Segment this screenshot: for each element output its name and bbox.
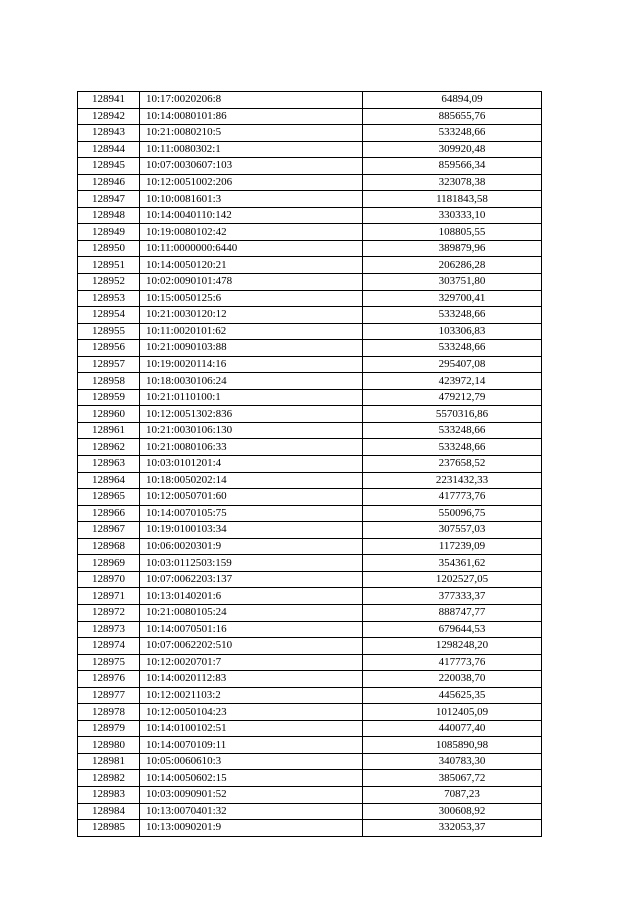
row-number-cell: 128948 (78, 207, 140, 224)
row-number-cell: 128975 (78, 654, 140, 671)
row-number-cell: 128981 (78, 753, 140, 770)
row-number-cell: 128947 (78, 191, 140, 208)
value-cell: 5570316,86 (363, 406, 542, 423)
table-row (78, 720, 542, 737)
cadastral-number-cell: 10:19:0080102:42 (140, 224, 363, 241)
value-cell: 417773,76 (363, 654, 542, 671)
value-cell: 533248,66 (363, 125, 542, 142)
row-number-cell: 128945 (78, 158, 140, 175)
table-row (78, 224, 542, 241)
value-cell: 377333,37 (363, 588, 542, 605)
cadastral-number-cell: 10:14:0100102:51 (140, 720, 363, 737)
table-row (78, 290, 542, 307)
row-number-cell: 128969 (78, 555, 140, 572)
cadastral-number-cell: 10:10:0081601:3 (140, 191, 363, 208)
cadastral-number-cell: 10:15:0050125:6 (140, 290, 363, 307)
table-row (78, 489, 542, 506)
cadastral-number-cell: 10:05:0060610:3 (140, 753, 363, 770)
table-row (78, 737, 542, 754)
table-row (78, 456, 542, 473)
table-row (78, 257, 542, 274)
cadastral-number-cell: 10:11:0000000:6440 (140, 240, 363, 257)
value-cell: 307557,03 (363, 522, 542, 539)
value-cell: 417773,76 (363, 489, 542, 506)
cadastral-number-cell: 10:12:0051302:836 (140, 406, 363, 423)
table-row (78, 240, 542, 257)
row-number-cell: 128944 (78, 141, 140, 158)
cadastral-number-cell: 10:14:0080101:86 (140, 108, 363, 125)
row-number-cell: 128949 (78, 224, 140, 241)
value-cell: 445625,35 (363, 687, 542, 704)
value-cell: 7087,23 (363, 786, 542, 803)
cadastral-number-cell: 10:13:0140201:6 (140, 588, 363, 605)
value-cell: 385067,72 (363, 770, 542, 787)
value-cell: 440077,40 (363, 720, 542, 737)
value-cell: 300608,92 (363, 803, 542, 820)
value-cell: 479212,79 (363, 389, 542, 406)
cadastral-number-cell: 10:21:0110100:1 (140, 389, 363, 406)
cadastral-number-cell: 10:21:0030106:130 (140, 422, 363, 439)
cadastral-number-cell: 10:12:0050701:60 (140, 489, 363, 506)
table-row (78, 307, 542, 324)
cadastral-number-cell: 10:19:0020114:16 (140, 356, 363, 373)
value-cell: 329700,41 (363, 290, 542, 307)
row-number-cell: 128943 (78, 125, 140, 142)
table-row (78, 174, 542, 191)
cadastral-number-cell: 10:12:0051002:206 (140, 174, 363, 191)
row-number-cell: 128980 (78, 737, 140, 754)
cadastral-number-cell: 10:06:0020301:9 (140, 538, 363, 555)
row-number-cell: 128978 (78, 704, 140, 721)
table-row (78, 406, 542, 423)
value-cell: 389879,96 (363, 240, 542, 257)
cadastral-number-cell: 10:18:0030106:24 (140, 373, 363, 390)
table-row (78, 323, 542, 340)
row-number-cell: 128976 (78, 671, 140, 688)
table-row (78, 820, 542, 837)
value-cell: 533248,66 (363, 439, 542, 456)
cadastral-number-cell: 10:21:0080105:24 (140, 604, 363, 621)
row-number-cell: 128967 (78, 522, 140, 539)
table-row (78, 373, 542, 390)
table-row (78, 340, 542, 357)
cadastral-number-cell: 10:03:0101201:4 (140, 456, 363, 473)
data-table-body (78, 92, 542, 837)
row-number-cell: 128968 (78, 538, 140, 555)
table-row (78, 538, 542, 555)
value-cell: 885655,76 (363, 108, 542, 125)
value-cell: 1181843,58 (363, 191, 542, 208)
table-row (78, 505, 542, 522)
value-cell: 303751,80 (363, 274, 542, 291)
cadastral-number-cell: 10:14:0040110:142 (140, 207, 363, 224)
table-row (78, 158, 542, 175)
table-row (78, 555, 542, 572)
table-row (78, 704, 542, 721)
cadastral-number-cell: 10:17:0020206:8 (140, 92, 363, 109)
data-table (77, 91, 542, 837)
row-number-cell: 128953 (78, 290, 140, 307)
row-number-cell: 128961 (78, 422, 140, 439)
row-number-cell: 128971 (78, 588, 140, 605)
value-cell: 2231432,33 (363, 472, 542, 489)
value-cell: 330333,10 (363, 207, 542, 224)
table-row (78, 671, 542, 688)
table-row (78, 125, 542, 142)
cadastral-number-cell: 10:14:0070105:75 (140, 505, 363, 522)
row-number-cell: 128964 (78, 472, 140, 489)
row-number-cell: 128960 (78, 406, 140, 423)
row-number-cell: 128983 (78, 786, 140, 803)
row-number-cell: 128955 (78, 323, 140, 340)
cadastral-number-cell: 10:14:0020112:83 (140, 671, 363, 688)
cadastral-number-cell: 10:14:0070501:16 (140, 621, 363, 638)
row-number-cell: 128979 (78, 720, 140, 737)
row-number-cell: 128958 (78, 373, 140, 390)
table-row (78, 770, 542, 787)
value-cell: 533248,66 (363, 340, 542, 357)
row-number-cell: 128982 (78, 770, 140, 787)
row-number-cell: 128952 (78, 274, 140, 291)
value-cell: 340783,30 (363, 753, 542, 770)
value-cell: 533248,66 (363, 307, 542, 324)
value-cell: 108805,55 (363, 224, 542, 241)
cadastral-number-cell: 10:14:0050602:15 (140, 770, 363, 787)
table-row (78, 786, 542, 803)
row-number-cell: 128966 (78, 505, 140, 522)
cadastral-number-cell: 10:11:0020101:62 (140, 323, 363, 340)
table-row (78, 638, 542, 655)
row-number-cell: 128974 (78, 638, 140, 655)
cadastral-number-cell: 10:12:0050104:23 (140, 704, 363, 721)
row-number-cell: 128962 (78, 439, 140, 456)
value-cell: 323078,38 (363, 174, 542, 191)
table-row (78, 621, 542, 638)
cadastral-number-cell: 10:21:0080106:33 (140, 439, 363, 456)
table-row (78, 803, 542, 820)
cadastral-number-cell: 10:12:0021103:2 (140, 687, 363, 704)
table-row (78, 422, 542, 439)
value-cell: 423972,14 (363, 373, 542, 390)
cadastral-number-cell: 10:07:0030607:103 (140, 158, 363, 175)
cadastral-number-cell: 10:13:0070401:32 (140, 803, 363, 820)
row-number-cell: 128970 (78, 571, 140, 588)
value-cell: 206286,28 (363, 257, 542, 274)
table-row (78, 588, 542, 605)
table-row (78, 687, 542, 704)
row-number-cell: 128942 (78, 108, 140, 125)
cadastral-number-cell: 10:13:0090201:9 (140, 820, 363, 837)
row-number-cell: 128973 (78, 621, 140, 638)
row-number-cell: 128972 (78, 604, 140, 621)
row-number-cell: 128951 (78, 257, 140, 274)
cadastral-number-cell: 10:03:0090901:52 (140, 786, 363, 803)
row-number-cell: 128957 (78, 356, 140, 373)
table-row (78, 191, 542, 208)
cadastral-number-cell: 10:14:0070109:11 (140, 737, 363, 754)
table-row (78, 274, 542, 291)
value-cell: 1298248,20 (363, 638, 542, 655)
cadastral-number-cell: 10:11:0080302:1 (140, 141, 363, 158)
table-row (78, 604, 542, 621)
row-number-cell: 128985 (78, 820, 140, 837)
cadastral-number-cell: 10:21:0030120:12 (140, 307, 363, 324)
cadastral-number-cell: 10:14:0050120:21 (140, 257, 363, 274)
table-row (78, 108, 542, 125)
row-number-cell: 128950 (78, 240, 140, 257)
cadastral-number-cell: 10:02:0090101:478 (140, 274, 363, 291)
table-row (78, 571, 542, 588)
value-cell: 550096,75 (363, 505, 542, 522)
row-number-cell: 128959 (78, 389, 140, 406)
value-cell: 117239,09 (363, 538, 542, 555)
row-number-cell: 128965 (78, 489, 140, 506)
table-row (78, 141, 542, 158)
table-row (78, 92, 542, 109)
value-cell: 237658,52 (363, 456, 542, 473)
cadastral-number-cell: 10:18:0050202:14 (140, 472, 363, 489)
value-cell: 1085890,98 (363, 737, 542, 754)
value-cell: 679644,53 (363, 621, 542, 638)
table-row (78, 356, 542, 373)
row-number-cell: 128954 (78, 307, 140, 324)
value-cell: 1012405,09 (363, 704, 542, 721)
row-number-cell: 128946 (78, 174, 140, 191)
value-cell: 888747,77 (363, 604, 542, 621)
value-cell: 332053,37 (363, 820, 542, 837)
cadastral-number-cell: 10:03:0112503:159 (140, 555, 363, 572)
cadastral-number-cell: 10:12:0020701:7 (140, 654, 363, 671)
cadastral-number-cell: 10:07:0062203:137 (140, 571, 363, 588)
value-cell: 354361,62 (363, 555, 542, 572)
row-number-cell: 128941 (78, 92, 140, 109)
value-cell: 220038,70 (363, 671, 542, 688)
value-cell: 1202527,05 (363, 571, 542, 588)
row-number-cell: 128977 (78, 687, 140, 704)
table-row (78, 207, 542, 224)
row-number-cell: 128963 (78, 456, 140, 473)
value-cell: 295407,08 (363, 356, 542, 373)
cadastral-number-cell: 10:21:0080210:5 (140, 125, 363, 142)
table-row (78, 439, 542, 456)
value-cell: 64894,09 (363, 92, 542, 109)
value-cell: 533248,66 (363, 422, 542, 439)
cadastral-number-cell: 10:07:0062202:510 (140, 638, 363, 655)
value-cell: 859566,34 (363, 158, 542, 175)
table-row (78, 472, 542, 489)
table-row (78, 522, 542, 539)
value-cell: 103306,83 (363, 323, 542, 340)
table-row (78, 753, 542, 770)
value-cell: 309920,48 (363, 141, 542, 158)
table-row (78, 654, 542, 671)
row-number-cell: 128956 (78, 340, 140, 357)
cadastral-number-cell: 10:21:0090103:88 (140, 340, 363, 357)
row-number-cell: 128984 (78, 803, 140, 820)
cadastral-number-cell: 10:19:0100103:34 (140, 522, 363, 539)
table-row (78, 389, 542, 406)
